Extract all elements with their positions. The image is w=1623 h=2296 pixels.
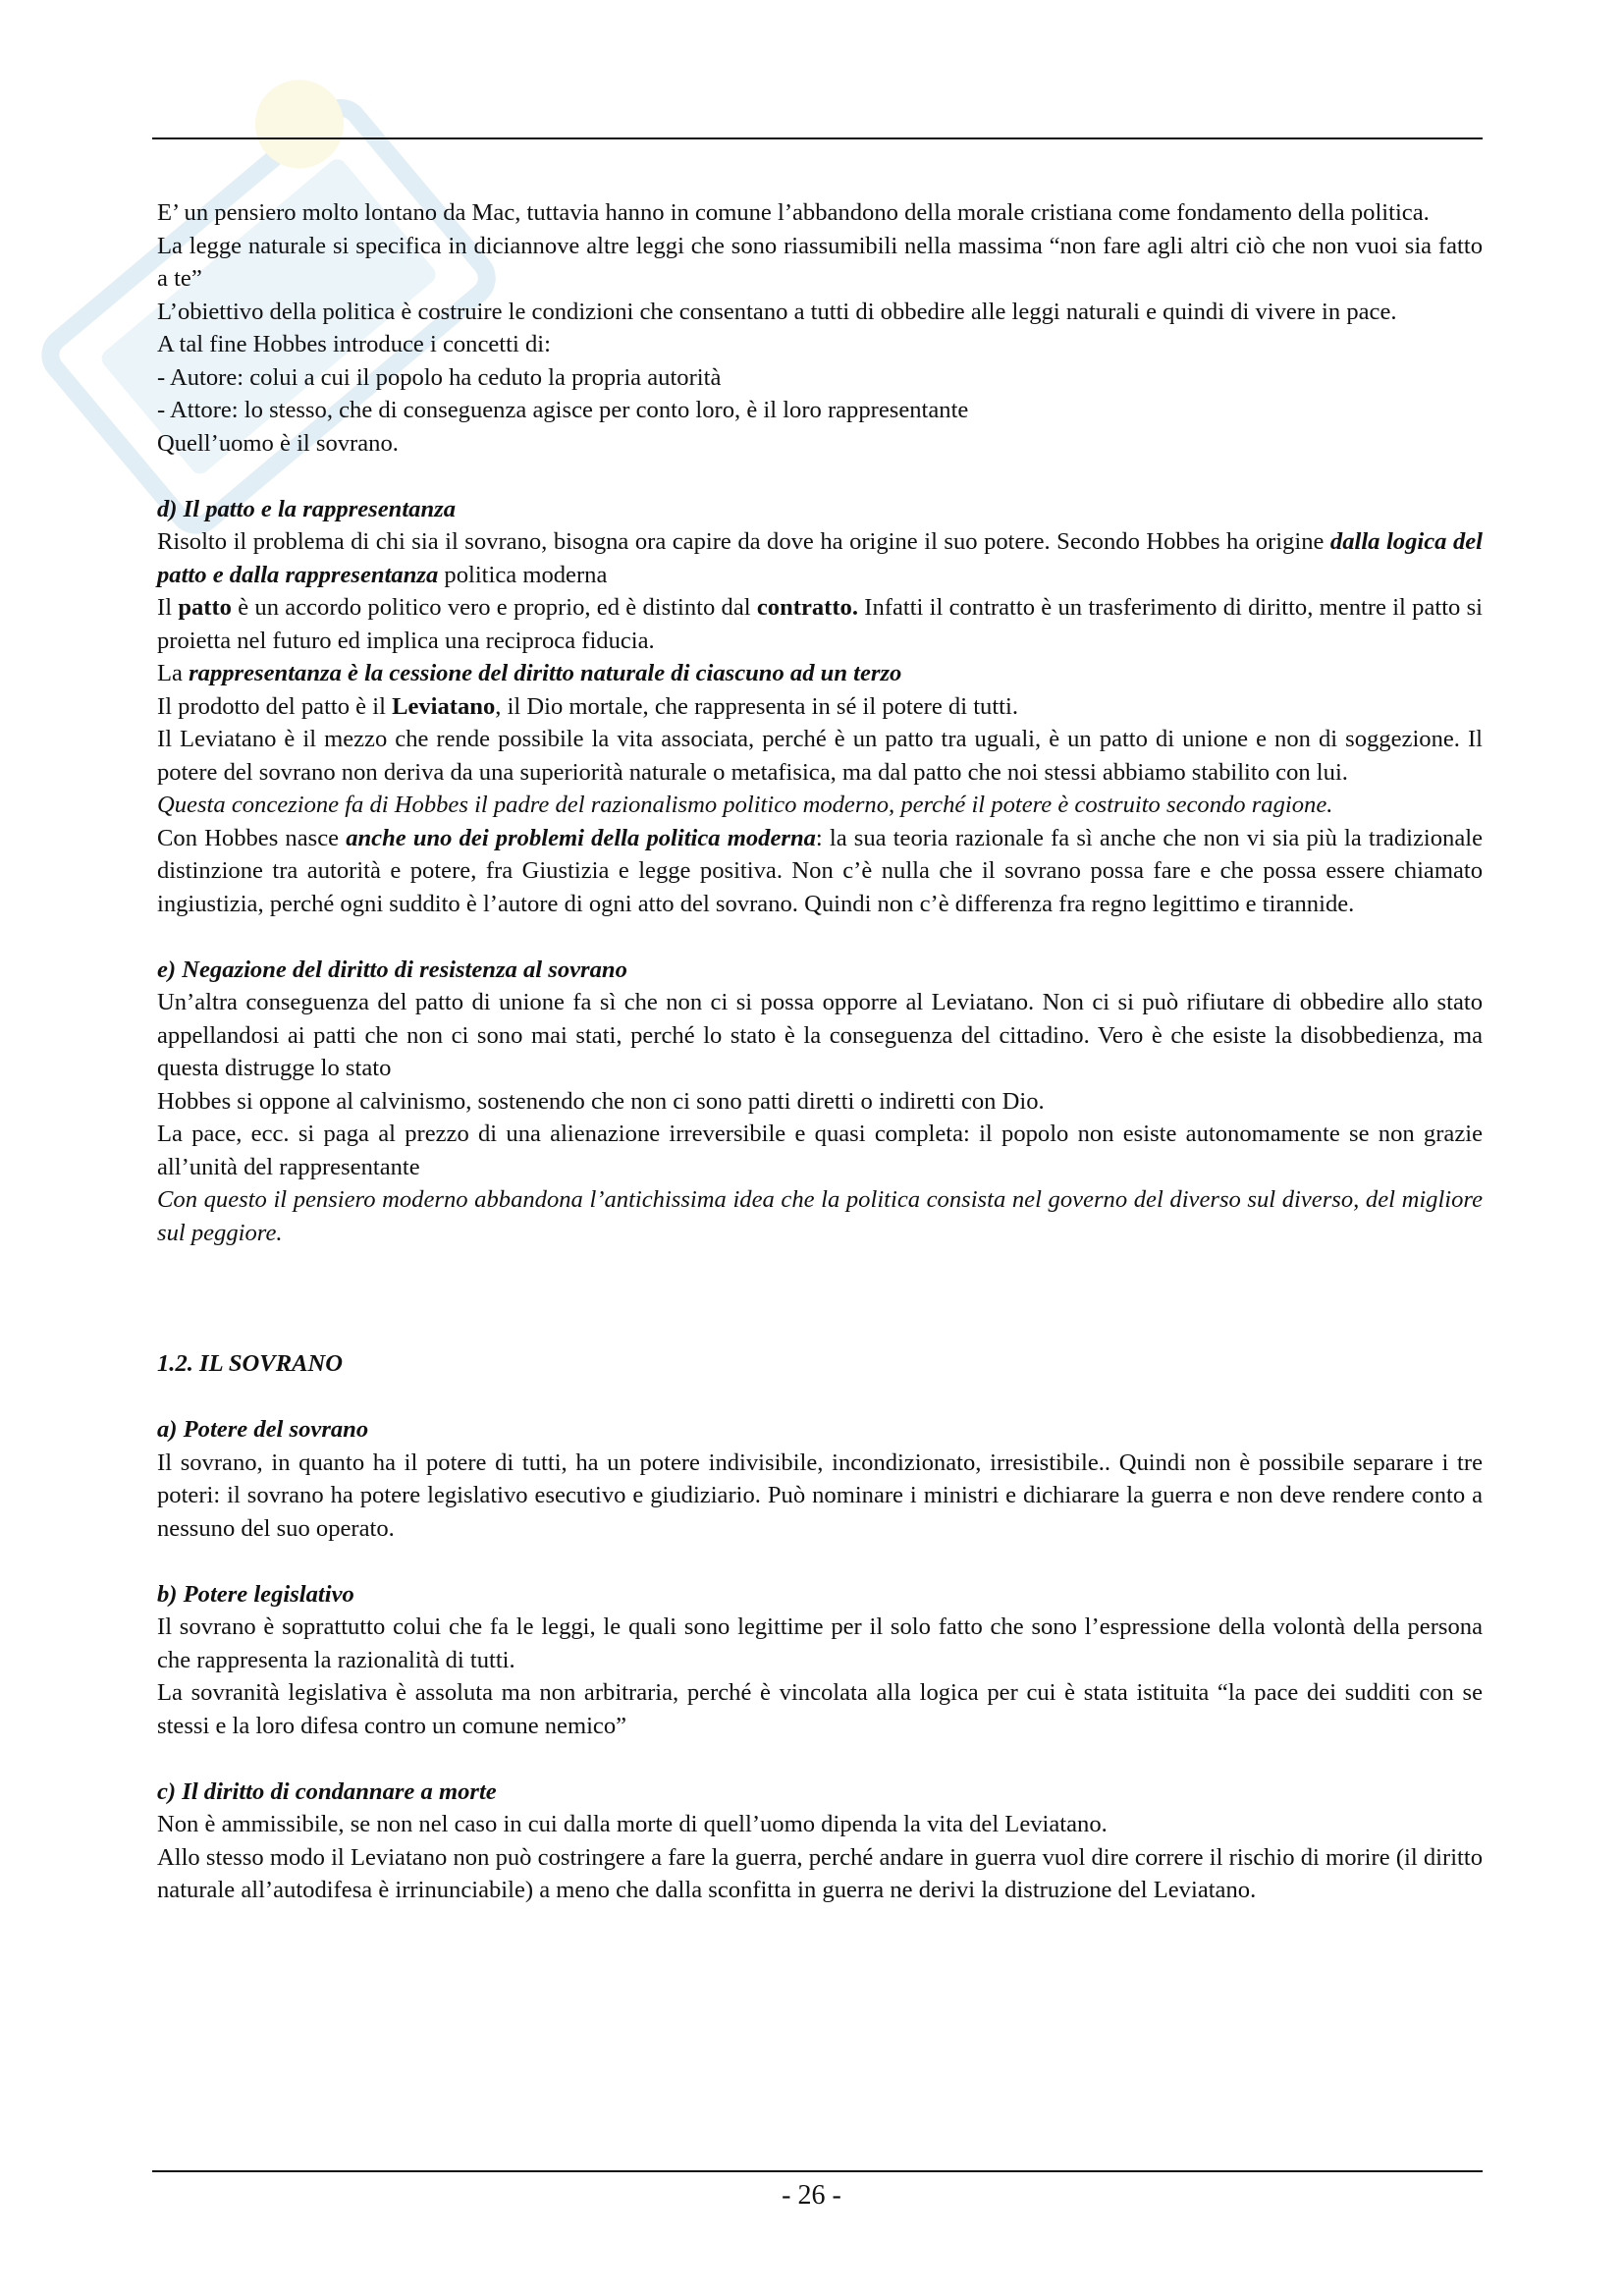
paragraph: L’obiettivo della politica è costruire le condizioni che consentano a tutti di obbedire alle leggi naturali e quindi di vivere in pace. xyxy=(157,298,1397,325)
paragraph: Non è ammissibile, se non nel caso in cui dalla morte di quell’uomo dipenda la vita del Leviatano. xyxy=(157,1811,1108,1837)
page-content xyxy=(157,196,1483,1907)
paragraph: Il patto è un accordo politico vero e proprio, ed è distinto dal contratto. Infatti il contratto è un trasferimento di diritto, mentre il patto si proietta nel futuro ed implica una reciproca fiducia. xyxy=(157,594,1484,654)
section-heading: b) Potere legislativo xyxy=(157,1580,354,1608)
paragraph: Con Hobbes nasce anche uno dei problemi della politica moderna: la sua teoria razionale fa sì anche che non vi sia più la tradizionale distinzione tra autorità e potere, fra Giustizia e legge positiva. Non c’è nulla che il sovrano possa fare e che possa essere chiamato ingiustizia, perché ogni suddito è l’autore di ogni atto del sovrano. Quindi non c’è differenza fra regno legittimo e tirannide. xyxy=(157,824,1483,917)
paragraph-italic: Questa concezione fa di Hobbes il padre del razionalismo politico moderno, perché il potere è costruito secondo ragione. xyxy=(157,792,1333,818)
paragraph: La rappresentanza è la cessione del diritto naturale di ciascuno ad un terzo xyxy=(157,660,902,686)
paragraph: E’ un pensiero molto lontano da Mac, tuttavia hanno in comune l’abbandono della morale cristiana come fondamento della politica. xyxy=(157,199,1430,226)
section-heading: e) Negazione del diritto di resistenza al sovrano xyxy=(157,956,627,983)
paragraph: Quell’uomo è il sovrano. xyxy=(157,429,399,457)
section-heading: c) Il diritto di condannare a morte xyxy=(157,1777,497,1805)
section-heading: d) Il patto e la rappresentanza xyxy=(157,495,457,522)
header-rule xyxy=(152,137,1483,139)
chapter-title: 1.2. IL SOVRANO xyxy=(157,1350,344,1377)
paragraph: La sovranità legislativa è assoluta ma non arbitraria, perché è vincolata alla logica per cui è stata istituita “la pace dei sudditi con se stessi e la loro difesa contro un comune nemico” xyxy=(157,1679,1483,1739)
list-item: - Attore: lo stesso, che di conseguenza agisce per conto loro, è il loro rappresentante xyxy=(157,397,969,423)
section-heading: a) Potere del sovrano xyxy=(157,1416,369,1443)
paragraph: La pace, ecc. si paga al prezzo di una alienazione irreversibile e quasi completa: il popolo non esiste autonomamente se non grazie all’unità del rappresentante xyxy=(157,1121,1483,1180)
paragraph: Il Leviatano è il mezzo che rende possibile la vita associata, perché è un patto tra uguali, è un patto di unione e non di soggezione. Il potere del sovrano non deriva da una superiorità naturale o metafisica, ma dal patto che noi stessi abbiamo stabilito con lui. xyxy=(157,726,1483,786)
paragraph: A tal fine Hobbes introduce i concetti di: xyxy=(157,331,551,357)
paragraph: Risolto il problema di chi sia il sovrano, bisogna ora capire da dove ha origine il suo potere. Secondo Hobbes ha origine dalla logica del patto e dalla rappresentanza politica moderna xyxy=(157,528,1483,588)
paragraph: Il sovrano è soprattutto colui che fa le leggi, le quali sono legittime per il solo fatto che sono l’espressione della volontà della persona che rappresenta la razionalità di tutti. xyxy=(157,1613,1483,1673)
paragraph: Hobbes si oppone al calvinismo, sostenendo che non ci sono patti diretti o indiretti con Dio. xyxy=(157,1087,1045,1115)
paragraph: Un’altra conseguenza del patto di unione fa sì che non ci si possa opporre al Leviatano. Non ci si può rifiutare di obbedire allo stato appellandosi ai patti che non ci sono mai stati, perché lo stato è la conseguenza del cittadino. Vero è che esiste la disobbedienza, ma questa distrugge lo stato xyxy=(157,989,1483,1081)
list-item: - Autore: colui a cui il popolo ha ceduto la propria autorità xyxy=(157,363,722,391)
footer-rule xyxy=(152,2170,1483,2172)
paragraph: Il sovrano, in quanto ha il potere di tutti, ha un potere indivisibile, incondizionato, irresistibile.. Quindi non è possibile separare i tre poteri: il sovrano ha potere legislativo esecutivo e giudiziario. Può nominare i ministri e dichiarare la guerra e non deve rendere conto a nessuno del suo operato. xyxy=(157,1449,1483,1542)
paragraph-italic: Con questo il pensiero moderno abbandona l’antichissima idea che la politica consista nel governo del diverso sul diverso, del migliore sul peggiore. xyxy=(157,1186,1483,1246)
page-number: - 26 - xyxy=(782,2180,841,2211)
paragraph: Il prodotto del patto è il Leviatano, il Dio mortale, che rappresenta in sé il potere di tutti. xyxy=(157,692,1018,720)
paragraph: Allo stesso modo il Leviatano non può costringere a fare la guerra, perché andare in guerra vuol dire correre il rischio di morire (il diritto naturale all’autodifesa è irrinunciabile) a meno che dalla sconfitta in guerra ne derivi la distruzione del Leviatano. xyxy=(157,1843,1483,1903)
paragraph: La legge naturale si specifica in diciannove altre leggi che sono riassumibili nella massima “non fare agli altri ciò che non vuoi sia fatto a te” xyxy=(157,232,1483,292)
